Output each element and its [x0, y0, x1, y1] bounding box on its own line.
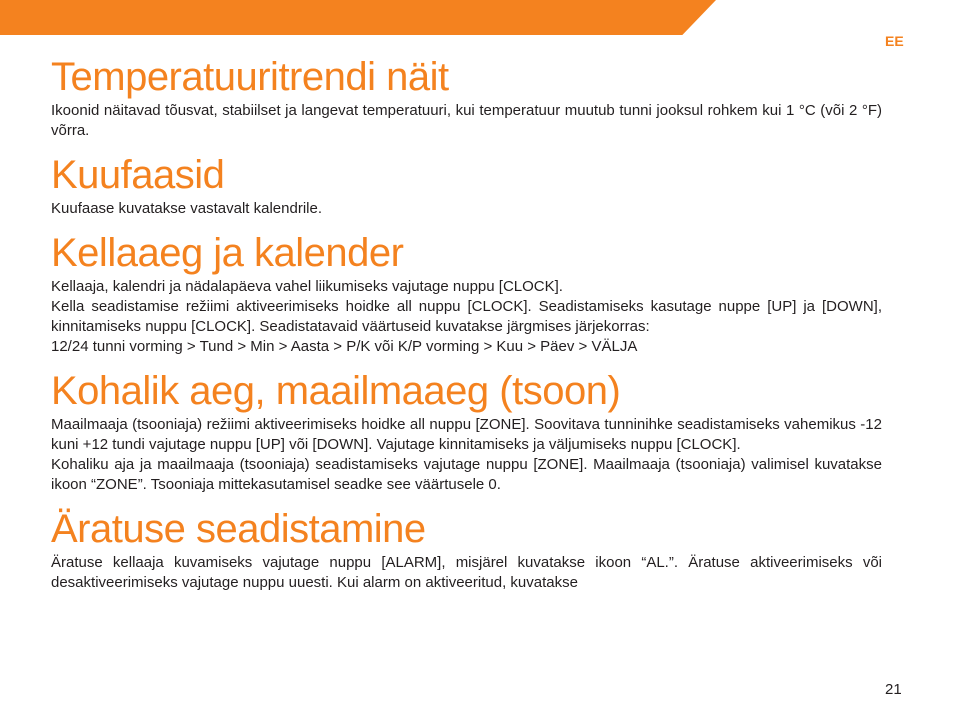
- section-moon-phases: [51, 151, 882, 219]
- section-paragraph: Ikoonid näitavad tõusvat, stabiilset ja langevat temperatuuri, kui temperatuur muutub tunni jooksul rohkem kui 1 °C (või 2 °F) võrra.: [51, 102, 882, 139]
- section-title: Äratuse seadistamine: [51, 507, 426, 551]
- section-title: Kuufaasid: [51, 153, 225, 197]
- section-title: Kohalik aeg, maailmaaeg (tsoon): [51, 369, 621, 413]
- section-paragraph: 12/24 tunni vorming > Tund > Min > Aasta > P/K või K/P vorming > Kuu > Päev > VÄLJA: [51, 338, 638, 355]
- section-temperature-trend: [51, 53, 882, 141]
- section-local-world-time: [51, 367, 882, 495]
- header-accent-band: [0, 0, 716, 35]
- section-title: Kellaaeg ja kalender: [51, 231, 404, 275]
- section-paragraph: Kohaliku aja ja maailmaaja (tsooniaja) seadistamiseks vajutage nuppu [ZONE]. Maailmaaja (tsooniaja) valimisel kuvatakse ikoon “ZONE”. Tsooniaja mittekasutamisel seadke see väärtusele 0.: [51, 456, 882, 493]
- section-paragraph: Kuufaase kuvatakse vastavalt kalendrile.: [51, 200, 322, 217]
- section-paragraph: Maailmaaja (tsooniaja) režiimi aktiveerimiseks hoidke all nuppu [ZONE]. Soovitava tunninihke seadistamiseks vahemikus -12 kuni +12 tundi vajutage nuppu [UP] või [DOWN]. Vajutage kinnitamiseks ja väljumiseks nuppu [CLOCK].: [51, 416, 882, 453]
- page-content: [51, 53, 882, 603]
- section-clock-calendar: [51, 229, 882, 357]
- section-paragraph: Kellaaja, kalendri ja nädalapäeva vahel liikumiseks vajutage nuppu [CLOCK].: [51, 278, 563, 295]
- section-title: Temperatuuritrendi näit: [51, 55, 449, 99]
- section-paragraph: Äratuse kellaaja kuvamiseks vajutage nuppu [ALARM], misjärel kuvatakse ikoon “AL.”. Äratuse aktiveerimiseks või desaktiveerimiseks vajutage nuppu uuesti. Kui alarm on aktiveeritud, kuvatakse: [51, 554, 882, 591]
- section-paragraph: Kella seadistamise režiimi aktiveerimiseks hoidke all nuppu [CLOCK]. Seadistamiseks kasutage nuppe [UP] ja [DOWN], kinnitamiseks nuppu [CLOCK]. Seadistatavaid väärtuseid kuvatakse järgmises järjekorras:: [51, 298, 882, 335]
- section-alarm-setting: [51, 505, 882, 593]
- language-code: EE: [885, 33, 904, 49]
- page-number: 21: [885, 681, 902, 698]
